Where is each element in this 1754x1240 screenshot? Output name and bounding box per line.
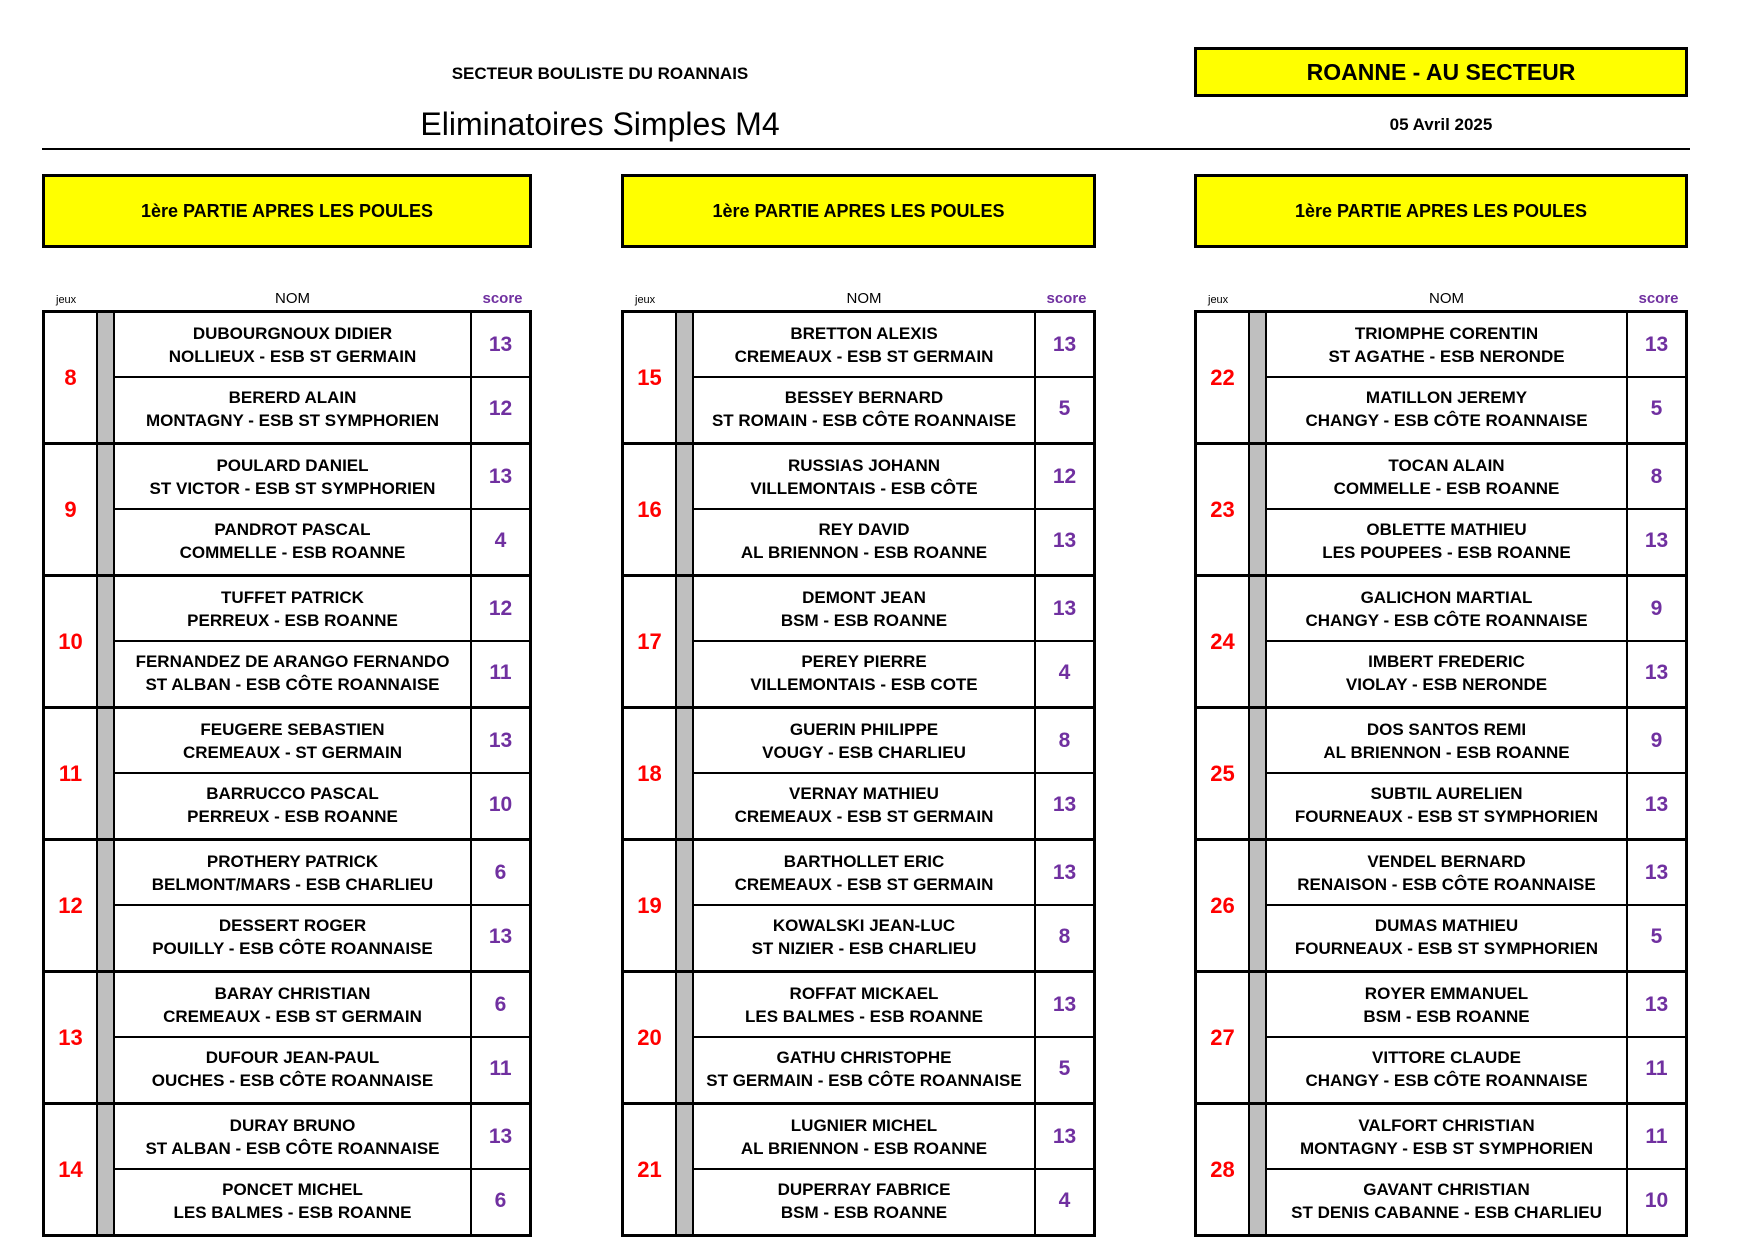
player-score: 11 — [1645, 1124, 1668, 1148]
separator-bar — [1250, 445, 1265, 574]
player-club: ST VICTOR - ESB ST SYMPHORIEN — [149, 478, 436, 498]
player-score: 12 — [488, 596, 513, 620]
player-name: TRIOMPHE CORENTIN — [1354, 323, 1539, 343]
player-score: 9 — [1650, 596, 1663, 620]
player-score: 11 — [489, 660, 512, 684]
player-entry — [694, 1169, 1093, 1232]
player-name: TOCAN ALAIN — [1388, 455, 1505, 475]
player-cell — [115, 841, 470, 904]
nom-header: NOM — [846, 290, 882, 307]
player-cell — [694, 773, 1034, 836]
player-entry — [115, 509, 529, 572]
player-club: BSM - ESB ROANNE — [780, 610, 948, 630]
player-entry — [115, 905, 529, 968]
player-entry — [115, 641, 529, 704]
player-club: LES POUPEES - ESB ROANNE — [1322, 542, 1571, 562]
player-entry — [115, 577, 529, 640]
player-cell — [694, 577, 1034, 640]
player-name: IMBERT FREDERIC — [1368, 651, 1525, 671]
score-header: score — [482, 290, 523, 307]
player-name: BESSEY BERNARD — [784, 387, 944, 407]
player-score: 12 — [1052, 464, 1077, 488]
match-number: 19 — [637, 892, 662, 918]
match-row — [1197, 442, 1685, 574]
phase-banner: 1ère PARTIE APRES LES POULES — [1194, 174, 1688, 248]
player-cell — [1267, 841, 1626, 904]
results-table — [42, 310, 532, 1237]
player-entry — [694, 905, 1093, 968]
separator-bar — [677, 709, 692, 838]
player-name: DUPERRAY FABRICE — [777, 1179, 951, 1199]
separator-bar — [677, 1105, 692, 1234]
event-date: 05 Avril 2025 — [1389, 115, 1493, 134]
player-entry — [115, 841, 529, 904]
player-score: 13 — [1052, 528, 1077, 552]
player-entry — [694, 509, 1093, 572]
player-entry — [1267, 1169, 1685, 1232]
player-score: 13 — [1644, 660, 1669, 684]
player-score: 13 — [488, 728, 513, 752]
player-entry — [694, 377, 1093, 440]
player-score: 13 — [1052, 332, 1077, 356]
player-entry — [694, 773, 1093, 836]
match-row — [45, 970, 529, 1102]
player-score: 6 — [494, 992, 507, 1016]
player-name: RUSSIAS JOHANN — [787, 455, 941, 475]
match-row — [624, 313, 1093, 442]
separator-bar — [98, 1105, 113, 1234]
player-entry — [115, 377, 529, 440]
player-score: 13 — [488, 332, 513, 356]
player-cell — [1267, 1037, 1626, 1100]
player-entry — [1267, 773, 1685, 836]
player-score: 12 — [488, 396, 513, 420]
player-club: VOUGY - ESB CHARLIEU — [762, 742, 966, 762]
player-name: POULARD DANIEL — [216, 455, 369, 475]
match-row — [45, 574, 529, 706]
player-club: COMMELLE - ESB ROANNE — [1333, 478, 1560, 498]
match-number: 24 — [1210, 628, 1235, 654]
match-number: 16 — [637, 496, 662, 522]
player-entry — [1267, 313, 1685, 376]
match-number: 11 — [58, 760, 83, 786]
player-club: MONTAGNY - ESB ST SYMPHORIEN — [1299, 1138, 1594, 1158]
player-score: 8 — [1058, 924, 1071, 948]
match-number: 28 — [1210, 1156, 1235, 1182]
separator-bar — [677, 445, 692, 574]
player-cell — [1267, 445, 1626, 508]
player-club: BELMONT/MARS - ESB CHARLIEU — [151, 874, 434, 894]
player-club: OUCHES - ESB CÔTE ROANNAISE — [151, 1070, 434, 1090]
player-name: BARRUCCO PASCAL — [206, 783, 379, 803]
player-cell — [115, 313, 470, 376]
score-header: score — [1046, 290, 1087, 307]
player-name: DUMAS MATHIEU — [1374, 915, 1519, 935]
player-entry — [694, 1105, 1093, 1168]
player-club: CREMEAUX - ST GERMAIN — [182, 742, 403, 762]
player-cell — [694, 377, 1034, 440]
results-table — [1194, 310, 1688, 1237]
player-entry — [694, 709, 1093, 772]
match-row — [45, 313, 529, 442]
player-score: 13 — [488, 464, 513, 488]
match-number: 25 — [1210, 760, 1235, 786]
player-entry — [694, 841, 1093, 904]
player-entry — [115, 773, 529, 836]
match-row — [1197, 706, 1685, 838]
player-cell — [694, 313, 1034, 376]
player-score: 11 — [1645, 1056, 1668, 1080]
player-score: 13 — [1052, 860, 1077, 884]
player-name: DUBOURGNOUX DIDIER — [192, 323, 393, 343]
match-row — [624, 1102, 1093, 1234]
nom-header: NOM — [275, 290, 310, 307]
player-entry — [1267, 445, 1685, 508]
player-score: 13 — [488, 924, 513, 948]
player-cell — [115, 709, 470, 772]
match-row — [624, 442, 1093, 574]
player-cell — [1267, 1169, 1626, 1232]
match-number: 20 — [637, 1024, 662, 1050]
player-entry — [1267, 1105, 1685, 1168]
match-number: 26 — [1210, 892, 1235, 918]
player-club: ST NIZIER - ESB CHARLIEU — [751, 938, 977, 958]
player-entry — [115, 1105, 529, 1168]
player-club: COMMELLE - ESB ROANNE — [179, 542, 406, 562]
player-cell — [1267, 509, 1626, 572]
player-name: MATILLON JEREMY — [1365, 387, 1528, 407]
player-score: 11 — [489, 1056, 512, 1080]
separator-bar — [98, 709, 113, 838]
player-club: ST ALBAN - ESB CÔTE ROANNAISE — [145, 674, 440, 694]
player-score: 13 — [1644, 332, 1669, 356]
match-row — [1197, 970, 1685, 1102]
player-cell — [115, 577, 470, 640]
player-name: VENDEL BERNARD — [1367, 851, 1526, 871]
separator-bar — [1250, 1105, 1265, 1234]
phase-banner: 1ère PARTIE APRES LES POULES — [621, 174, 1096, 248]
match-row — [624, 574, 1093, 706]
player-entry — [694, 973, 1093, 1036]
separator-bar — [677, 973, 692, 1102]
player-club: CHANGY - ESB CÔTE ROANNAISE — [1305, 610, 1588, 630]
player-club: CREMEAUX - ESB ST GERMAIN — [734, 806, 994, 826]
player-club: FOURNEAUX - ESB ST SYMPHORIEN — [1294, 806, 1599, 826]
match-row — [45, 1102, 529, 1234]
match-number: 13 — [58, 1024, 83, 1050]
match-row — [1197, 574, 1685, 706]
player-name: DESSERT ROGER — [218, 915, 367, 935]
player-name: ROYER EMMANUEL — [1364, 983, 1529, 1003]
match-number: 27 — [1210, 1024, 1235, 1050]
player-cell — [694, 509, 1034, 572]
header-rule — [42, 148, 1690, 150]
match-number: 12 — [58, 892, 83, 918]
player-club: CREMEAUX - ESB ST GERMAIN — [163, 1006, 422, 1026]
player-name: FERNANDEZ DE ARANGO FERNANDO — [135, 651, 450, 671]
player-cell — [694, 1105, 1034, 1168]
player-name: PROTHERY PATRICK — [206, 851, 379, 871]
jeux-header: jeux — [1208, 294, 1229, 306]
player-name: FEUGERE SEBASTIEN — [200, 719, 385, 739]
player-club: AL BRIENNON - ESB ROANNE — [740, 1138, 988, 1158]
player-cell — [694, 445, 1034, 508]
match-row — [1197, 838, 1685, 970]
separator-bar — [1250, 973, 1265, 1102]
player-cell — [115, 445, 470, 508]
player-club: ST ROMAIN - ESB CÔTE ROANNAISE — [711, 410, 1017, 430]
player-club: AL BRIENNON - ESB ROANNE — [1323, 742, 1570, 762]
player-entry — [115, 1037, 529, 1100]
player-club: LES BALMES - ESB ROANNE — [744, 1006, 984, 1026]
match-row — [45, 706, 529, 838]
player-club: BSM - ESB ROANNE — [1363, 1006, 1530, 1026]
player-club: ST DENIS CABANNE - ESB CHARLIEU — [1291, 1202, 1602, 1222]
player-entry — [1267, 577, 1685, 640]
match-row — [624, 838, 1093, 970]
player-score: 9 — [1650, 728, 1663, 752]
player-cell — [1267, 641, 1626, 704]
player-entry — [1267, 841, 1685, 904]
player-cell — [115, 973, 470, 1036]
separator-bar — [98, 973, 113, 1102]
player-club: AL BRIENNON - ESB ROANNE — [740, 542, 988, 562]
player-club: ST GERMAIN - ESB CÔTE ROANNAISE — [706, 1070, 1022, 1090]
player-score: 8 — [1058, 728, 1071, 752]
player-entry — [694, 641, 1093, 704]
score-header: score — [1638, 290, 1679, 307]
player-entry — [115, 445, 529, 508]
player-score: 6 — [494, 860, 507, 884]
player-name: GAVANT CHRISTIAN — [1363, 1179, 1530, 1199]
player-name: VERNAY MATHIEU — [789, 783, 939, 803]
player-name: PANDROT PASCAL — [214, 519, 371, 539]
player-cell — [115, 641, 470, 704]
player-entry — [115, 1169, 529, 1232]
player-entry — [1267, 1037, 1685, 1100]
player-club: POUILLY - ESB CÔTE ROANNAISE — [152, 938, 433, 958]
match-number: 21 — [637, 1156, 662, 1182]
player-entry — [1267, 509, 1685, 572]
player-name: PONCET MICHEL — [222, 1179, 363, 1199]
player-name: BRETTON ALEXIS — [790, 323, 938, 343]
player-cell — [115, 905, 470, 968]
player-club: PERREUX - ESB ROANNE — [187, 806, 398, 826]
player-name: TUFFET PATRICK — [221, 587, 364, 607]
match-number: 14 — [58, 1156, 83, 1182]
separator-bar — [1250, 313, 1265, 442]
player-name: BARTHOLLET ERIC — [783, 851, 945, 871]
match-number: 9 — [64, 496, 77, 522]
separator-bar — [677, 577, 692, 706]
player-club: ST AGATHE - ESB NERONDE — [1328, 346, 1565, 366]
player-score: 13 — [1052, 596, 1077, 620]
player-cell — [115, 773, 470, 836]
player-cell — [694, 973, 1034, 1036]
player-name: GUERIN PHILIPPE — [789, 719, 939, 739]
player-club: RENAISON - ESB CÔTE ROANNAISE — [1297, 874, 1596, 894]
player-cell — [1267, 313, 1626, 376]
player-score: 5 — [1650, 924, 1663, 948]
jeux-header: jeux — [56, 294, 77, 306]
separator-bar — [1250, 841, 1265, 970]
player-entry — [115, 313, 529, 376]
player-club: CHANGY - ESB CÔTE ROANNAISE — [1305, 1070, 1588, 1090]
player-name: DEMONT JEAN — [802, 587, 926, 607]
player-cell — [694, 1169, 1034, 1232]
player-score: 13 — [488, 1124, 513, 1148]
player-score: 5 — [1058, 396, 1071, 420]
match-number: 17 — [637, 628, 662, 654]
jeux-header: jeux — [635, 294, 656, 306]
player-entry — [694, 313, 1093, 376]
player-cell — [1267, 973, 1626, 1036]
player-cell — [115, 1169, 470, 1232]
separator-bar — [1250, 709, 1265, 838]
player-score: 13 — [1052, 992, 1077, 1016]
player-name: VALFORT CHRISTIAN — [1358, 1115, 1535, 1135]
match-number: 23 — [1210, 496, 1235, 522]
player-club: PERREUX - ESB ROANNE — [187, 610, 398, 630]
player-name: ROFFAT MICKAEL — [789, 983, 939, 1003]
player-name: BERERD ALAIN — [228, 387, 357, 407]
player-club: VILLEMONTAIS - ESB CÔTE — [750, 478, 978, 498]
player-name: DUFOUR JEAN-PAUL — [205, 1047, 380, 1067]
player-cell — [1267, 709, 1626, 772]
player-entry — [115, 973, 529, 1036]
match-number: 8 — [64, 364, 77, 390]
separator-bar — [98, 445, 113, 574]
player-name: GALICHON MARTIAL — [1360, 587, 1533, 607]
player-club: CREMEAUX - ESB ST GERMAIN — [734, 874, 994, 894]
match-row — [624, 706, 1093, 838]
separator-bar — [98, 841, 113, 970]
match-row — [1197, 1102, 1685, 1234]
separator-bar — [98, 313, 113, 442]
player-cell — [115, 1037, 470, 1100]
player-name: GATHU CHRISTOPHE — [776, 1047, 952, 1067]
player-score: 5 — [1650, 396, 1663, 420]
player-score: 13 — [1052, 1124, 1077, 1148]
player-name: VITTORE CLAUDE — [1372, 1047, 1521, 1067]
player-entry — [694, 1037, 1093, 1100]
match-row — [1197, 313, 1685, 442]
player-cell — [115, 1105, 470, 1168]
player-club: CREMEAUX - ESB ST GERMAIN — [734, 346, 994, 366]
player-name: SUBTIL AURELIEN — [1370, 783, 1523, 803]
player-name: DOS SANTOS REMI — [1366, 719, 1527, 739]
page-title: Eliminatoires Simples M4 — [420, 106, 780, 142]
player-entry — [694, 445, 1093, 508]
player-entry — [115, 709, 529, 772]
match-number: 22 — [1210, 364, 1235, 390]
player-name: LUGNIER MICHEL — [790, 1115, 938, 1135]
player-cell — [1267, 905, 1626, 968]
player-name: PEREY PIERRE — [801, 651, 927, 671]
player-cell — [694, 1037, 1034, 1100]
player-cell — [1267, 377, 1626, 440]
match-row — [45, 442, 529, 574]
player-club: VILLEMONTAIS - ESB COTE — [750, 674, 978, 694]
player-name: BARAY CHRISTIAN — [214, 983, 371, 1003]
player-score: 13 — [1052, 792, 1077, 816]
player-entry — [1267, 709, 1685, 772]
separator-bar — [677, 313, 692, 442]
player-score: 13 — [1644, 860, 1669, 884]
player-entry — [694, 577, 1093, 640]
player-cell — [694, 641, 1034, 704]
player-entry — [1267, 905, 1685, 968]
player-score: 4 — [494, 528, 507, 552]
player-entry — [1267, 973, 1685, 1036]
player-score: 4 — [1058, 1188, 1071, 1212]
player-club: FOURNEAUX - ESB ST SYMPHORIEN — [1294, 938, 1599, 958]
player-club: NOLLIEUX - ESB ST GERMAIN — [168, 346, 417, 366]
player-name: DURAY BRUNO — [229, 1115, 356, 1135]
player-score: 10 — [488, 792, 513, 816]
player-score: 13 — [1644, 528, 1669, 552]
match-number: 15 — [637, 364, 662, 390]
venue-box: ROANNE - AU SECTEUR — [1194, 47, 1688, 97]
match-row — [45, 838, 529, 970]
player-score: 13 — [1644, 992, 1669, 1016]
organization-title: SECTEUR BOULISTE DU ROANNAIS — [451, 64, 749, 83]
phase-banner: 1ère PARTIE APRES LES POULES — [42, 174, 532, 248]
player-score: 13 — [1644, 792, 1669, 816]
player-score: 10 — [1644, 1188, 1669, 1212]
player-club: MONTAGNY - ESB ST SYMPHORIEN — [145, 410, 440, 430]
match-number: 18 — [637, 760, 662, 786]
player-score: 4 — [1058, 660, 1071, 684]
separator-bar — [677, 841, 692, 970]
player-club: LES BALMES - ESB ROANNE — [173, 1202, 412, 1222]
match-number: 10 — [58, 628, 83, 654]
player-cell — [1267, 773, 1626, 836]
player-score: 8 — [1650, 464, 1663, 488]
player-club: BSM - ESB ROANNE — [780, 1202, 948, 1222]
match-row — [624, 970, 1093, 1102]
player-name: REY DAVID — [818, 519, 910, 539]
player-cell — [1267, 577, 1626, 640]
player-score: 6 — [494, 1188, 507, 1212]
player-cell — [115, 509, 470, 572]
player-cell — [115, 377, 470, 440]
player-club: VIOLAY - ESB NERONDE — [1345, 674, 1548, 694]
player-cell — [694, 905, 1034, 968]
separator-bar — [1250, 577, 1265, 706]
player-cell — [694, 841, 1034, 904]
player-cell — [694, 709, 1034, 772]
separator-bar — [98, 577, 113, 706]
player-score: 5 — [1058, 1056, 1071, 1080]
player-name: KOWALSKI JEAN-LUC — [772, 915, 956, 935]
nom-header: NOM — [1429, 290, 1464, 307]
player-entry — [1267, 377, 1685, 440]
player-club: CHANGY - ESB CÔTE ROANNAISE — [1305, 410, 1588, 430]
player-entry — [1267, 641, 1685, 704]
results-table — [621, 310, 1096, 1237]
player-club: ST ALBAN - ESB CÔTE ROANNAISE — [145, 1138, 440, 1158]
player-name: OBLETTE MATHIEU — [1366, 519, 1527, 539]
player-cell — [1267, 1105, 1626, 1168]
